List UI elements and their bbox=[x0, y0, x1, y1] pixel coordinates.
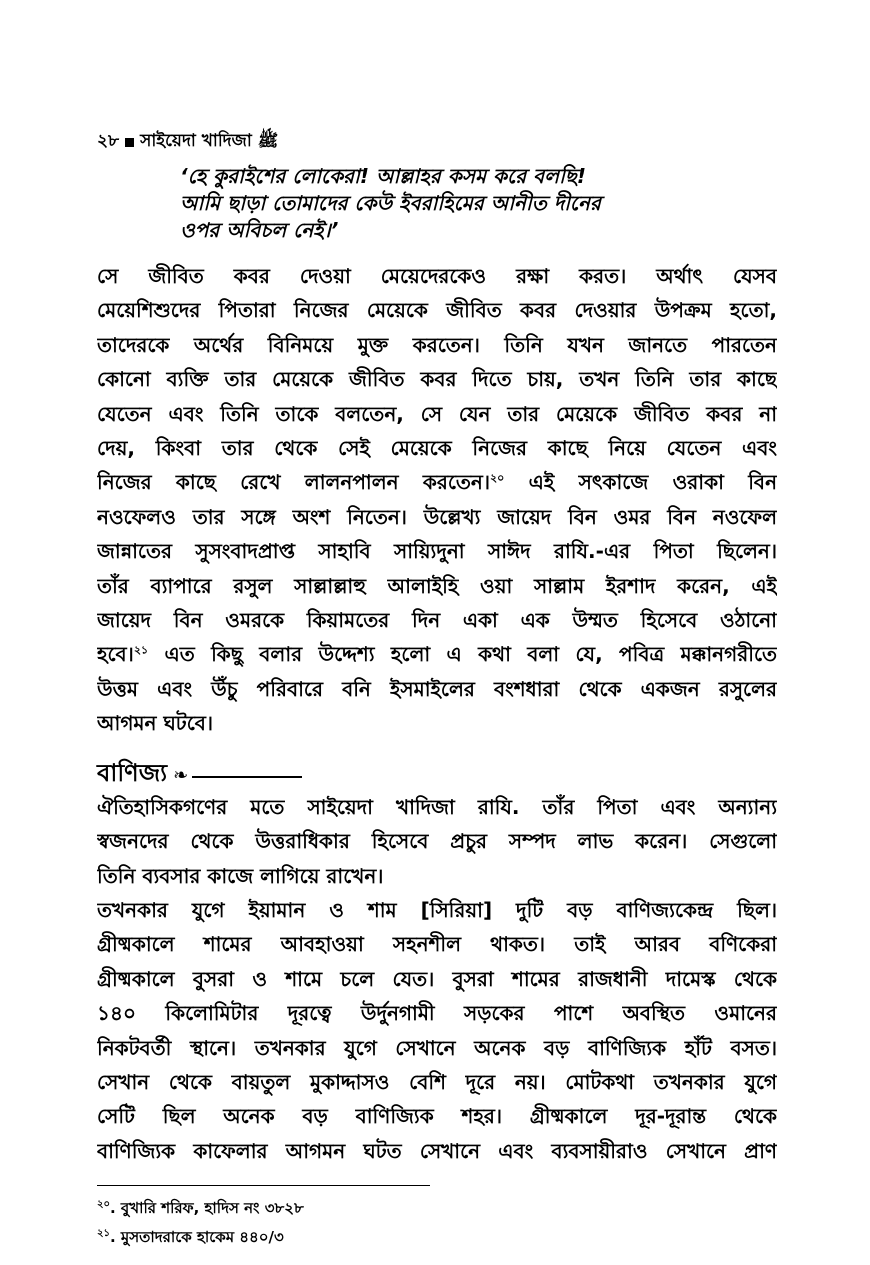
text-line: সেটি ছিল অনেক বড় বাণিজ্যিক শহর। গ্রীষ্মকালে দূর-দূরান্ত থেকে bbox=[97, 1104, 777, 1129]
footnote-mark: ২০ bbox=[97, 1199, 111, 1210]
honorific-glyph: ﷺ bbox=[257, 130, 279, 151]
quote-block bbox=[180, 163, 710, 244]
text-line: সেখান থেকে বায়তুল মুকাদ্দাসও বেশি দূরে নয়। মোটকথা তখনকার যুগে bbox=[97, 1069, 777, 1094]
paragraph-3 bbox=[97, 893, 777, 1168]
text-line: তখনকার যুগে ইয়ামান ও শাম [সিরিয়া] দুটি বড় বাণিজ্যকেন্দ্র ছিল। bbox=[97, 898, 777, 922]
footnote-text: . বুখারি শরিফ, হাদিস নং ৩৮২৮ bbox=[110, 1199, 304, 1217]
paragraph-2 bbox=[97, 790, 777, 893]
footnote-divider bbox=[97, 1185, 430, 1186]
text-line: নিকটবর্তী স্থানে। তখনকার যুগে সেখানে অনেক বড় বাণিজ্যিক হাঁট বসত। bbox=[97, 1035, 777, 1060]
quote-line: ‘হে কুরাইশের লোকেরা! আল্লাহর কসম করে বলছি! bbox=[180, 164, 587, 188]
text-line: কোনো ব্যক্তি তার মেয়েকে জীবিত কবর দিতে চায়, তখন তিনি তার কাছে bbox=[97, 367, 777, 392]
footnote-text: . মুসতাদরাকে হাকেম ৪৪০/৩ bbox=[110, 1228, 284, 1246]
text-line: তাদেরকে অর্থের বিনিময়ে মুক্ত করতেন। তিনি যখন জানতে পারতেন bbox=[97, 332, 777, 357]
text-line: জান্নাতের সুসংবাদপ্রাপ্ত সাহাবি সায়্যিদুনা সাঈদ রাযি.-এর পিতা ছিলেন। bbox=[97, 539, 777, 564]
text-line bbox=[97, 637, 777, 671]
text-line: ১৪০ কিলোমিটার দূরত্বে উর্দুনগামী সড়কের পাশে অবস্থিত ওমানের bbox=[97, 1001, 777, 1026]
text-line: নওফেলও তার সঙ্গে অংশ নিতেন। উল্লেখ্য জায়েদ বিন ওমর বিন নওফেল bbox=[97, 504, 777, 529]
footnote-ref-20[interactable]: ২০ bbox=[490, 471, 505, 485]
heading-rule bbox=[192, 776, 302, 778]
footnote-ref-21[interactable]: ২১ bbox=[133, 643, 149, 657]
text-line: তাঁর ব্যাপারে রসুল সাল্লাল্লাহু আলাইহি ওয়া সাল্লাম ইরশাদ করেন, এই bbox=[97, 573, 777, 598]
footnotes bbox=[97, 1192, 304, 1250]
running-header bbox=[97, 128, 278, 156]
text-line: জায়েদ বিন ওমরকে কিয়ামতের দিন একা এক উম্মত হিসেবে ওঠানো bbox=[97, 607, 777, 632]
text-line: গ্রীষ্মকালে শামের আবহাওয়া সহনশীল থাকত। তাই আরব বণিকেরা bbox=[97, 932, 777, 957]
text-line: দেয়, কিংবা তার থেকে সেই মেয়েকে নিজের কাছে নিয়ে যেতেন এবং bbox=[97, 435, 777, 460]
ornament-icon: ❧ bbox=[173, 764, 189, 786]
text-segment: হবে। bbox=[97, 642, 134, 667]
text-line: উত্তম এবং উঁচু পরিবারে বনি ইসমাইলের বংশধারা থেকে একজন রসুলের bbox=[97, 676, 777, 701]
text-line: স্বজনদের থেকে উত্তরাধিকার হিসেবে প্রচুর সম্পদ লাভ করেন। সেগুলো bbox=[97, 829, 777, 854]
text-line: আগমন ঘটবে। bbox=[97, 711, 214, 736]
book-title: সাইয়েদা খাদিজা bbox=[140, 131, 252, 151]
text-segment: এই সৎকাজে ওরাকা বিন bbox=[504, 470, 777, 495]
quote-line: ওপর অবিচল নেই।’ bbox=[180, 218, 339, 242]
quote-line: আমি ছাড়া তোমাদের কেউ ইবরাহিমের আনীত দীনের bbox=[180, 191, 601, 215]
text-line: গ্রীষ্মকালে বুসরা ও শামে চলে যেত। বুসরা শামের রাজধানী দামেস্ক থেকে bbox=[97, 966, 777, 991]
text-line: মেয়েশিশুদের পিতারা নিজের মেয়েকে জীবিত কবর দেওয়ার উপক্রম হতো, bbox=[97, 298, 777, 323]
paragraph-1 bbox=[97, 259, 777, 740]
square-bullet-icon bbox=[125, 138, 134, 147]
text-segment: এত কিছু বলার উদ্দেশ্য হলো এ কথা বলা যে, পবিত্র মক্কানগরীতে bbox=[148, 642, 777, 667]
text-line bbox=[97, 465, 777, 499]
text-line: ঐতিহাসিকগণের মতে সাইয়েদা খাদিজা রাযি. তাঁর পিতা এবং অন্যান্য bbox=[97, 795, 777, 819]
text-line: সে জীবিত কবর দেওয়া মেয়েদেরকেও রক্ষা করত। অর্থাৎ যেসব bbox=[97, 264, 777, 288]
footnote-item bbox=[97, 1192, 304, 1221]
text-line: বাণিজ্যিক কাফেলার আগমন ঘটত সেখানে এবং ব্যবসায়ীরাও সেখানে প্রাণ bbox=[97, 1138, 777, 1163]
footnote-mark: ২১ bbox=[97, 1228, 110, 1239]
text-segment: নিজের কাছে রেখে লালনপালন করতেন। bbox=[97, 470, 491, 495]
footnote-item bbox=[97, 1221, 304, 1250]
section-title: বাণিজ্য bbox=[97, 759, 168, 787]
text-line: যেতেন এবং তিনি তাকে বলতেন, সে যেন তার মেয়েকে জীবিত কবর না bbox=[97, 401, 777, 426]
page-number: ২৮ bbox=[97, 131, 120, 151]
section-heading bbox=[97, 755, 302, 795]
text-line: তিনি ব্যবসার কাজে লাগিয়ে রাখেন। bbox=[97, 863, 384, 888]
